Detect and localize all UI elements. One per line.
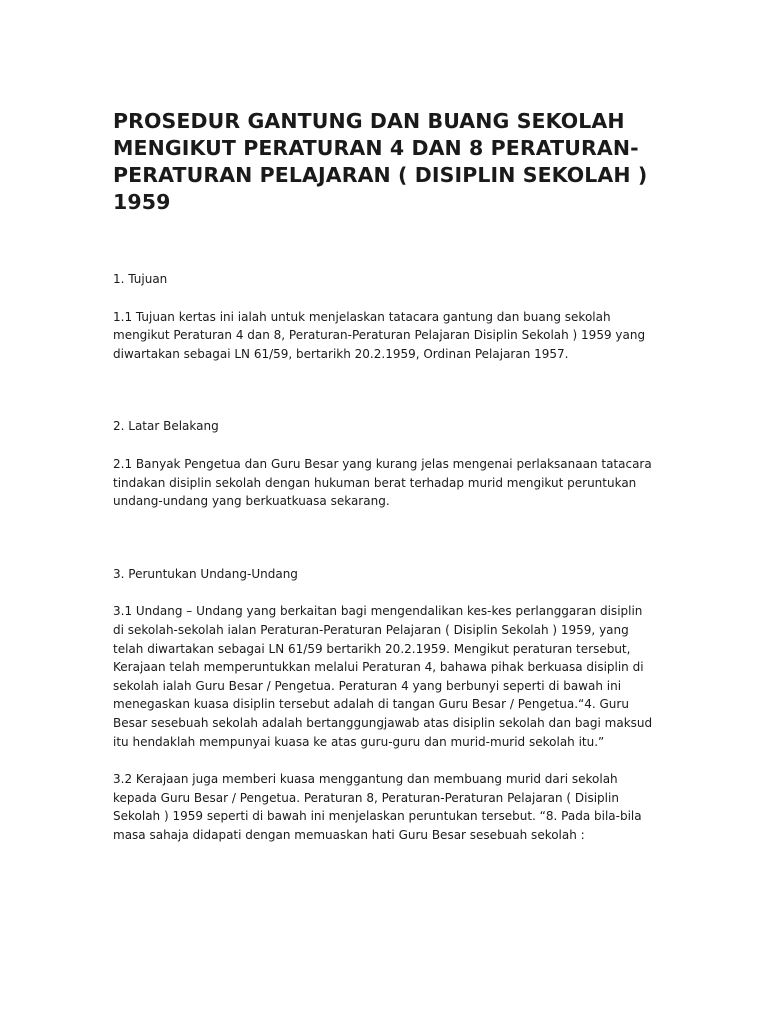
paragraph-1-1: 1.1 Tujuan kertas ini ialah untuk menjelaskan tatacara gantung dan buang sekolah mengikut Peraturan 4 dan 8, Peraturan-Peraturan Pelajaran Disiplin Sekolah ) 1959 yang diwartakan sebagai LN 61/59, bertarikh 20.2.1959, Ordinan Pelajaran 1957. [113, 309, 646, 361]
paragraph-3-2: 3.2 Kerajaan juga memberi kuasa menggantung dan membuang murid dari sekolah kepada Guru Besar / Pengetua. Peraturan 8, Peraturan-Peraturan Pelajaran ( Disiplin Sekolah ) 1959 seperti di bawah ini menjelaskan peruntukan tersebut. “8. Pada bila-bila masa sahaja didapati dengan memuaskan hati Guru Besar sesebuah sekolah : [113, 772, 642, 842]
paragraph-2-1: 2.1 Banyak Pengetua dan Guru Besar yang kurang jelas mengenai perlaksanaan tatacara tindakan disiplin sekolah dengan hukuman berat terhadap murid mengikut peruntukan undang-undang yang berkuatkuasa sekarang. [113, 456, 652, 509]
section-heading-tujuan: 1. Tujuan [113, 272, 168, 286]
document-title: PROSEDUR GANTUNG DAN BUANG SEKOLAH MENGIKUT PERATURAN 4 DAN 8 PERATURAN-PERATURAN PELAJARAN ( DISIPLIN SEKOLAH ) 1959 [113, 109, 648, 214]
document-page [113, 108, 653, 844]
section-heading-peruntukan-undang-undang: 3. Peruntukan Undang-Undang [113, 566, 298, 581]
paragraph-3-1: 3.1 Undang – Undang yang berkaitan bagi mengendalikan kes-kes perlanggaran disiplin di sekolah-sekolah ialan Peraturan-Peraturan Pelajaran ( Disiplin Sekolah ) 1959, yang telah diwartakan sebagai LN 61/59 bertarikh 20.2.1959. Mengikut peraturan tersebut, Kerajaan telah memperuntukkan melalui Peraturan 4, bahawa pihak berkuasa disiplin di sekolah ialah Guru Besar / Pengetua. Peraturan 4 yang berbunyi seperti di bawah ini menegaskan kuasa disiplin tersebut adalah di tangan Guru Besar / Pengetua.“4. Guru Besar sesebuah sekolah adalah bertanggungjawab atas disiplin sekolah dan bagi maksud itu hendaklah mempunyai kuasa ke atas guru-guru dan murid-murid sekolah itu.” [113, 604, 653, 749]
section-heading-latar-belakang: 2. Latar Belakang [113, 419, 219, 434]
